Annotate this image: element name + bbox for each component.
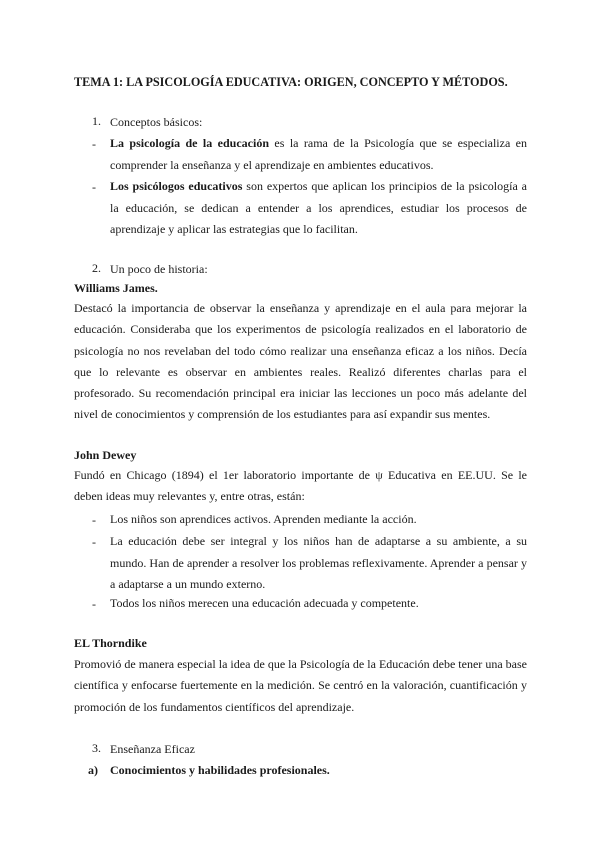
- bullet-text: es la rama de la Psicología que se especializa en comprender la enseñanza y el aprendizaje en ambientes educativos.: [110, 136, 528, 172]
- section-heading: Enseñanza Eficaz: [110, 742, 195, 756]
- bullet-dash: -: [92, 597, 96, 611]
- author-name: EL Thorndike: [74, 636, 147, 650]
- bullet-item: [110, 133, 527, 176]
- bullet-dash: -: [92, 535, 96, 549]
- bullet-term: La psicología de la educación: [110, 136, 269, 150]
- document-title: TEMA 1: LA PSICOLOGÍA EDUCATIVA: ORIGEN, CONCEPTO Y MÉTODOS.: [74, 75, 508, 89]
- section-number: 2.: [92, 261, 101, 275]
- bullet-item: Todos los niños merecen una educación adecuada y competente.: [110, 596, 419, 610]
- author-name: John Dewey: [74, 448, 137, 462]
- author-paragraph: Destacó la importancia de observar la enseñanza y aprendizaje en el aula para mejorar la educación. Consideraba que los experimentos de psicología realizados en el laboratorio de psicología no nos revelaban del todo cómo realizar una enseñanza eficaz a los niños. Decía que lo relevante es observar en ambientes reales. Realizó diferentes charlas para el profesorado. Su recomendación principal era iniciar las lecciones un poco más adelante del nivel de conocimientos y comprensión de los estudiantes para así expandir sus mentes.: [74, 301, 527, 422]
- bullet-dash: -: [92, 513, 96, 527]
- author-paragraph: Promovió de manera especial la idea de que la Psicología de la Educación debe tener una base científica y enfocarse fuertemente en la medición. Se centró en la valoración, cuantificación y promoción de los fundamentos científicos del aprendizaje.: [74, 657, 527, 714]
- section-heading: Conceptos básicos:: [110, 115, 203, 129]
- bullet-item: Los niños son aprendices activos. Aprenden mediante la acción.: [110, 512, 417, 526]
- author-paragraph: Fundó en Chicago (1894) el 1er laboratorio importante de ψ Educativa en EE.UU. Se le deben ideas muy relevantes y, entre otras, están:: [74, 468, 527, 504]
- section-heading: Un poco de historia:: [110, 262, 208, 276]
- section-number: 1.: [92, 114, 101, 128]
- section-number: 3.: [92, 741, 101, 755]
- bullet-text: son expertos que aplican los principios de la psicología a la educación, se dedican a entender a los aprendices, estudiar los procesos de aprendizaje y aplicar las estrategias que lo facilitan.: [110, 179, 527, 236]
- bullet-item: La educación debe ser integral y los niños han de adaptarse a su ambiente, a su mundo. Han de aprender a resolver los problemas reflexivamente. Aprender a pensar y a adaptarse a un mundo externo.: [110, 534, 527, 591]
- bullet-item: [110, 176, 527, 241]
- bullet-term: Los psicólogos educativos: [110, 179, 243, 193]
- subsection-label: a): [88, 763, 98, 777]
- bullet-dash: -: [92, 137, 96, 151]
- bullet-dash: -: [92, 180, 96, 194]
- subsection-heading: Conocimientos y habilidades profesionales.: [110, 763, 330, 777]
- author-name: Williams James.: [74, 281, 158, 295]
